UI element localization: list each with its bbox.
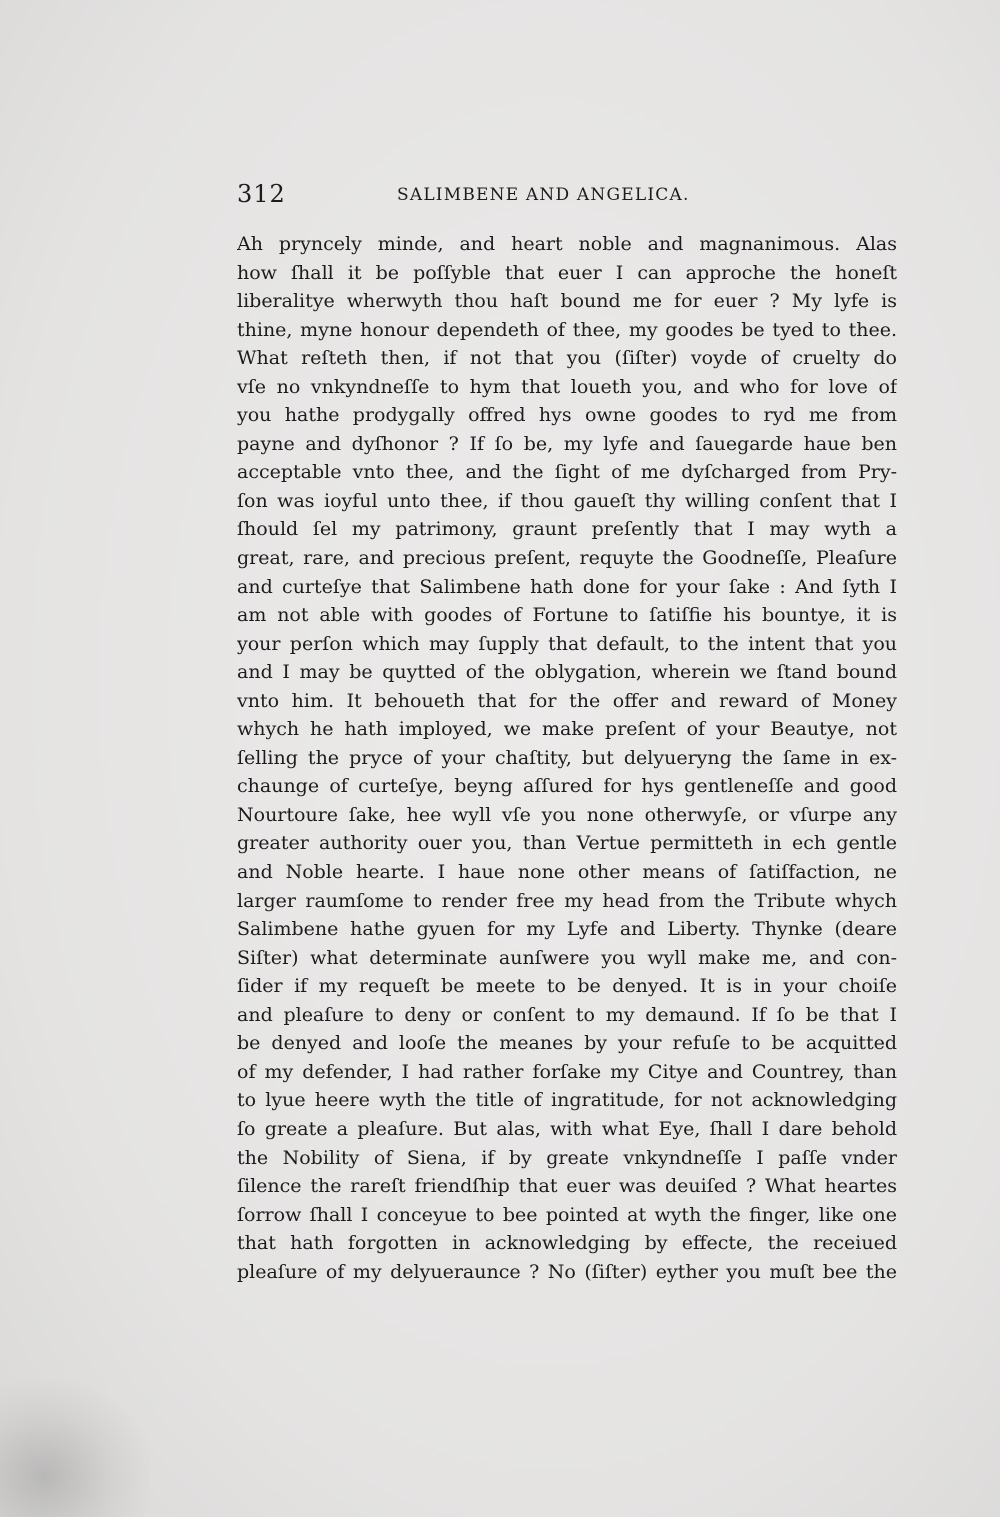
text-line: ſorrow ſhall I conceyue to bee pointed at wyth the finger, like one <box>237 1203 897 1226</box>
text-line: ſider if my requeſt be meete to be denyed. It is in your choiſe <box>237 975 897 998</box>
text-line: pleaſure of my delyueraunce ? No (ſiſter) eyther you muſt bee the <box>237 1260 897 1283</box>
text-line: whych he hath imployed, we make preſent of your Beautye, not <box>237 718 897 741</box>
text-line: vſe no vnkyndneſſe to hym that loueth you, and who for love of <box>237 375 897 398</box>
text-line: thine, myne honour dependeth of thee, my goodes be tyed to thee. <box>237 318 897 341</box>
text-line: be denyed and looſe the meanes by your refuſe to be acquitted <box>237 1032 897 1055</box>
text-line: ſo greate a pleaſure. But alas, with what Eye, ſhall I dare behold <box>237 1117 897 1140</box>
text-line: Salimbene hathe gyuen for my Lyfe and Liberty. Thynke (deare <box>237 918 897 941</box>
text-line: vnto him. It behoueth that for the offer and reward of Money <box>237 689 897 712</box>
text-line: Ah pryncely minde, and heart noble and magnanimous. Alas <box>237 233 897 255</box>
text-line: and curteſye that Salimbene hath done for your ſake : And ſyth I <box>237 575 897 598</box>
text-line: payne and dyſhonor ? If ſo be, my lyfe and ſauegarde haue ben <box>237 432 897 455</box>
text-line: of my defender, I had rather forſake my Citye and Countrey, than <box>237 1060 897 1083</box>
text-line: chaunge of curteſye, beyng aſſured for hys gentleneſſe and good <box>237 775 897 798</box>
body-text <box>237 230 897 1286</box>
page-smudge <box>0 1380 150 1517</box>
text-line: you hathe prodygally offred hys owne goodes to ryd me from <box>237 404 897 427</box>
running-title: SALIMBENE AND ANGELICA. <box>397 185 690 205</box>
running-head <box>237 180 897 220</box>
text-line: Nourtoure ſake, hee wyll vſe you none otherwyſe, or vſurpe any <box>237 803 897 826</box>
text-line: great, rare, and precious preſent, requyte the Goodneſſe, Pleaſure <box>237 547 897 570</box>
page-number: 312 <box>237 180 286 208</box>
text-line: greater authority ouer you, than Vertue permitteth in ech gentle <box>237 832 897 855</box>
text-line: What reſteth then, if not that you (ſiſter) voyde of cruelty do <box>237 347 897 370</box>
text-line: ſhould ſel my patrimony, graunt preſently that I may wyth a <box>237 518 897 541</box>
text-line: to lyue heere wyth the title of ingratitude, for not acknowledging <box>237 1089 897 1112</box>
text-line: the Nobility of Siena, if by greate vnkyndneſſe I paſſe vnder <box>237 1146 897 1169</box>
text-line: and Noble hearte. I haue none other means of ſatiſfaction, ne <box>237 861 897 884</box>
text-line: liberalitye wherwyth thou haſt bound me for euer ? My lyfe is <box>237 290 897 313</box>
text-line: am not able with goodes of Fortune to ſatiſfie his bountye, it is <box>237 604 897 627</box>
text-line: your perſon which may ſupply that default, to the intent that you <box>237 632 897 655</box>
text-line: how ſhall it be poſſyble that euer I can approche the honeſt <box>237 261 897 284</box>
text-line: that hath forgotten in acknowledging by effecte, the receiued <box>237 1232 897 1255</box>
text-line: larger raumſome to render free my head from the Tribute whych <box>237 889 897 912</box>
text-line: and pleaſure to deny or conſent to my demaund. If ſo be that I <box>237 1003 897 1026</box>
text-line: Siſter) what determinate aunſwere you wyll make me, and con- <box>237 946 897 969</box>
text-line: and I may be quytted of the oblygation, wherein we ſtand bound <box>237 661 897 684</box>
text-line: ſon was ioyful unto thee, if thou gaueſt thy willing conſent that I <box>237 489 897 512</box>
text-line: ſelling the pryce of your chaſtity, but delyueryng the ſame in ex- <box>237 746 897 769</box>
text-line: ſilence the rareſt friendſhip that euer was deuiſed ? What heartes <box>237 1175 897 1198</box>
text-line: acceptable vnto thee, and the ſight of me dyſcharged from Pry- <box>237 461 897 484</box>
